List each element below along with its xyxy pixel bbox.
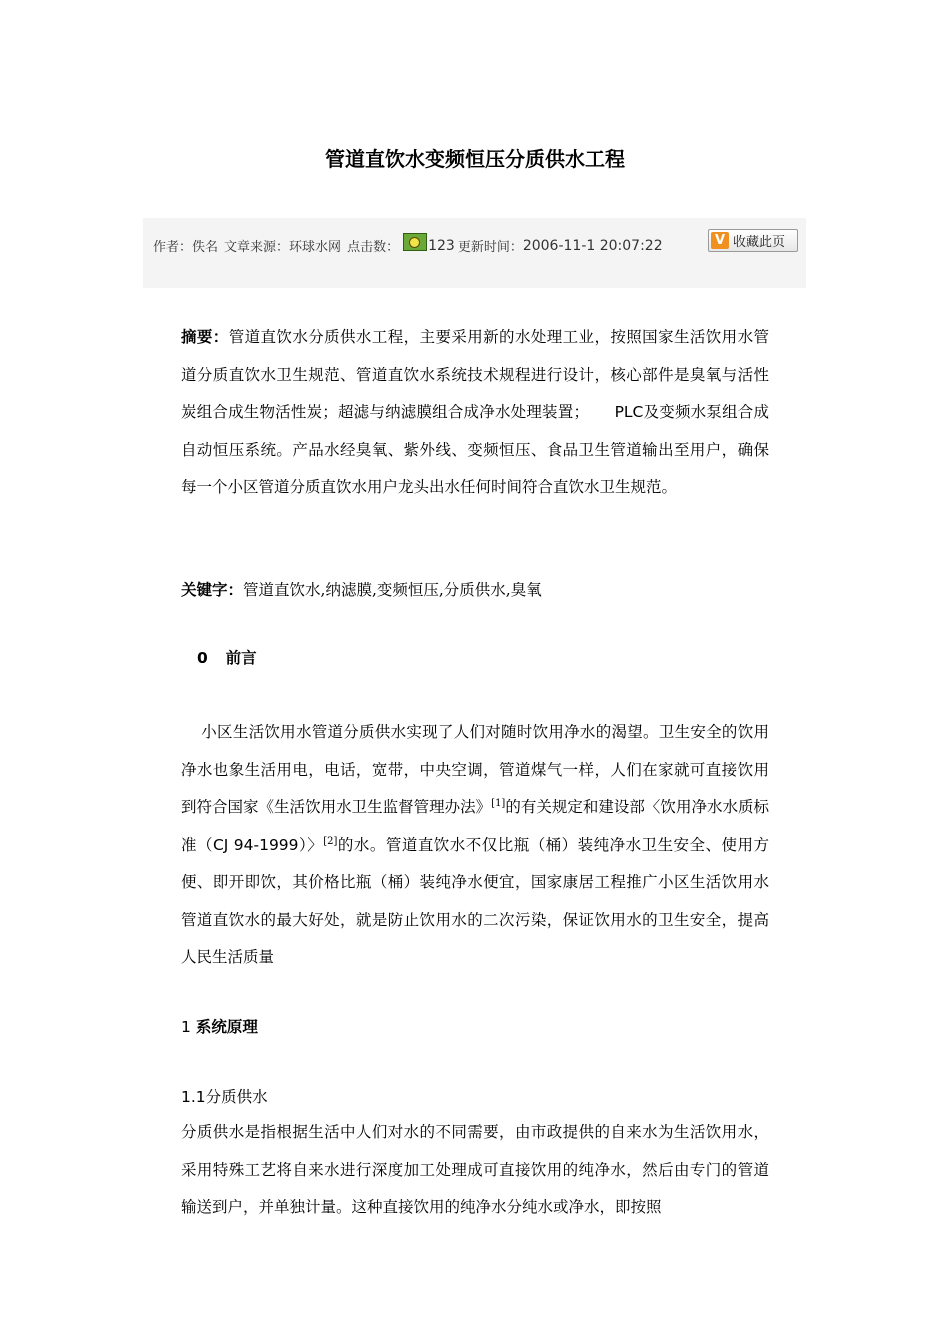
abstract-paragraph xyxy=(181,318,769,507)
keywords-label: 关键字： xyxy=(181,580,244,599)
abstract-plc: PLC xyxy=(614,403,644,421)
section-1-title: 系统原理 xyxy=(195,1017,258,1036)
section-1-1-paragraph: 分质供水是指根据生活中人们对水的不同需要，由市政提供的自来水为生活饮用水，采用特殊工艺将自来水进行深度加工处理成可直接饮用的纯净水，然后由专门的管道输送到户，并单独计量。这种直接饮用的纯净水分纯水或净水，即按照 xyxy=(181,1123,769,1216)
updated-label: 更新时间： xyxy=(457,240,523,255)
section-1-number: 1 xyxy=(181,1018,191,1036)
hits-counter-icon xyxy=(403,233,427,251)
intro-paragraph xyxy=(181,714,769,977)
section-0-heading xyxy=(197,646,257,668)
section-1-1-heading xyxy=(181,1085,268,1107)
section-1-heading xyxy=(181,1015,258,1037)
section-0-number: 0 xyxy=(197,649,208,667)
section-0-title: 前言 xyxy=(225,648,257,667)
favorite-v-icon: V xyxy=(711,232,729,249)
author-label: 作者： xyxy=(153,240,193,255)
article-meta-bar xyxy=(143,218,806,288)
intro-text-3: ）〉 xyxy=(298,835,324,854)
keywords-line xyxy=(181,578,542,600)
keywords-text: 管道直饮水,纳滤膜,变频恒压,分质供水,臭氧 xyxy=(243,581,542,599)
meta-line xyxy=(153,236,663,255)
source-value: 环球水网 xyxy=(289,240,342,255)
abstract-text-1: 管道直饮水分质供水工程，主要采用新的水处理工业，按照国家生活饮用水管道分质直饮水卫生规范、管道直饮水系统技术规程进行设计，核心部件是臭氧与活性炭组合成生物活性炭；超滤与纳滤膜组合成净水处理装置； xyxy=(181,328,769,421)
article-title: 管道直饮水变频恒压分质供水工程 xyxy=(325,147,625,171)
source-label: 文章来源： xyxy=(224,240,290,255)
add-favorite-label: 收藏此页 xyxy=(733,235,786,250)
section-1-1-body xyxy=(181,1114,769,1227)
intro-text-2: 的有关规定和建设部〈饮用净水水质标准（ xyxy=(181,798,769,854)
abstract-text-2: 及变频水泵组合成自动恒压系统。产品水经臭氧、紫外线、变频恒压、食品卫生管道输出至用户，确保每一个小区管道分质直饮水用户龙头出水任何时间符合直饮水卫生规范。 xyxy=(181,403,769,496)
abstract-label: 摘要： xyxy=(181,327,229,346)
section-1-1-title: 分质供水 xyxy=(205,1088,268,1106)
ref-1: [1] xyxy=(491,797,506,809)
intro-block xyxy=(181,714,769,977)
updated-value: 2006-11-1 20:07:22 xyxy=(522,237,663,254)
abstract-block xyxy=(181,318,769,507)
intro-text-4: 的水。管道直饮水不仅比瓶（桶）装纯净水卫生安全、使用方便、即开即饮，其价格比瓶（桶）装纯净水便宜，国家康居工程推广小区生活饮用水管道直饮水的最大好处，就是防止饮用水的二次污染，保证饮用水的卫生安全，提高人民生活质量 xyxy=(181,835,769,966)
ref-2: [2] xyxy=(323,835,338,847)
author-value: 佚名 xyxy=(192,240,219,255)
intro-text-1: 小区生活饮用水管道分质供水实现了人们对随时饮用净水的渴望。卫生安全的饮用净水也象生活用电，电话，宽带，中央空调，管道煤气一样，人们在家就可直接饮用到符合国家《生活饮用水卫生监督管理办法》 xyxy=(181,723,769,816)
hits-value: 123 xyxy=(428,237,455,254)
hits-label: 点击数： xyxy=(347,240,400,255)
standard-code: CJ 94-1999 xyxy=(212,835,299,854)
section-1-1-number: 1.1 xyxy=(181,1088,206,1106)
add-favorite-button[interactable] xyxy=(708,229,798,252)
